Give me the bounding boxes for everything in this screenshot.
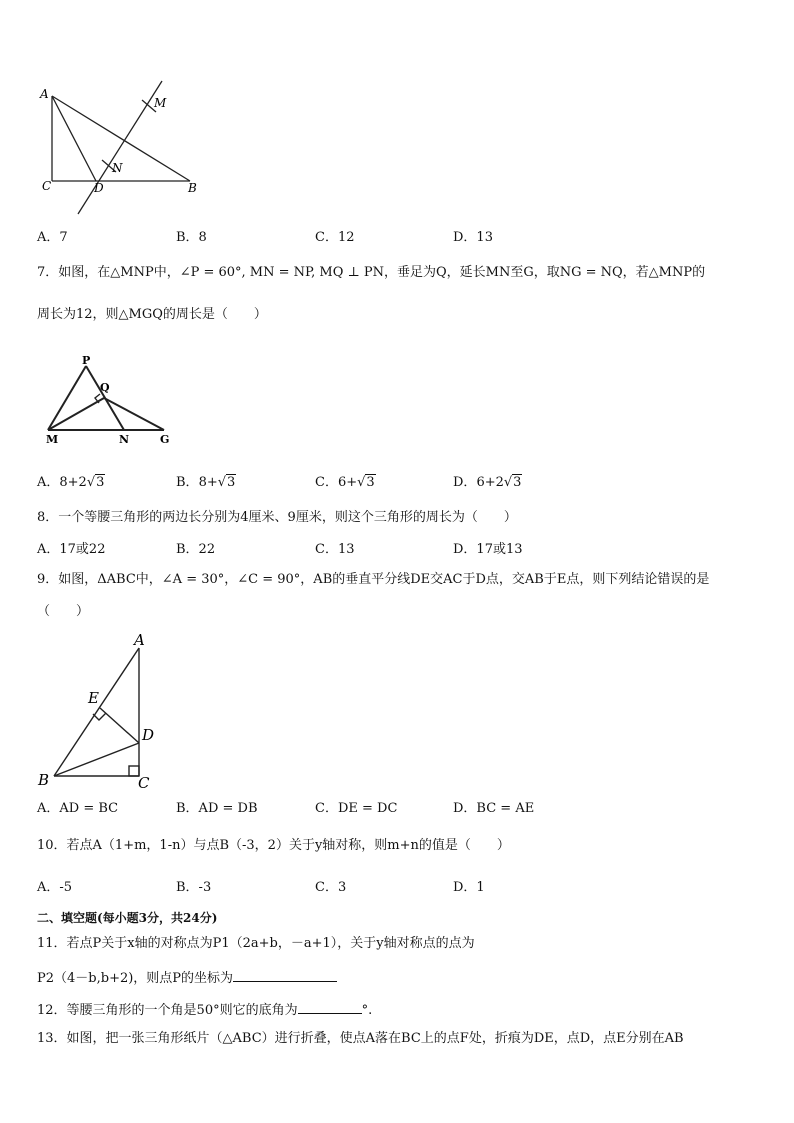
q7-option-d-rad: 3 [513, 475, 522, 490]
fig9-label-b: B [38, 771, 50, 789]
fig9-label-d: D [142, 726, 155, 744]
q6-option-c: C．12 [315, 230, 355, 245]
q10-option-a: A．-5 [37, 880, 73, 895]
fig7-label-m: M [46, 433, 59, 446]
fig7-label-g: G [160, 433, 170, 446]
fig6-label-m: M [154, 96, 167, 110]
sqrt-icon: √ [86, 475, 96, 490]
q7-option-b-letter: B． [176, 475, 199, 490]
q13-text: 13．如图，把一张三角形纸片（△ABC）进行折叠，使点A落在BC上的点F处，折痕为DE，点D，点E分别在AB [37, 1031, 684, 1046]
q9-text-line1: 9．如图，ΔABC中，∠A = 30°，∠C = 90°，AB的垂直平分线DE交AC于D点，交AB于E点，则下列结论错误的是 [37, 572, 710, 587]
q8-text: 8．一个等腰三角形的两边长分别为4厘米、9厘米，则这个三角形的周长为（ ） [37, 510, 517, 525]
q11-text-line1: 11．若点P关于x轴的对称点为P1（2a+b，－a+1），关于y轴对称点的点为 [37, 936, 475, 951]
sqrt-icon: √ [357, 475, 366, 490]
fig9-label-c: C [138, 774, 150, 792]
q7-option-c-expr: 6+ [337, 475, 358, 490]
q7-option-b-rad: 3 [227, 475, 236, 490]
fig9-label-e: E [88, 689, 99, 707]
q6-option-b: B．8 [176, 230, 207, 245]
q8-option-d: D．17或13 [453, 542, 523, 557]
q7-option-c-letter: C． [315, 475, 338, 490]
fig6-label-a: A [40, 87, 49, 101]
q9-option-b: B．AD = DB [176, 801, 258, 816]
q12-answer-blank[interactable] [298, 999, 362, 1014]
section-title-fill-in: 二、填空题(每小题3分，共24分) [37, 911, 218, 925]
q7-option-a-rad: 3 [96, 475, 105, 490]
q9-text-line2: （ ） [37, 604, 90, 619]
figure-q9 [32, 628, 162, 793]
q10-text: 10．若点A（1+m，1-n）与点B（-3，2）关于y轴对称，则m+n的值是（ ） [37, 838, 510, 853]
q6-option-d: D．13 [453, 230, 493, 245]
q11-answer-blank[interactable] [233, 967, 337, 982]
fig6-label-d: D [94, 181, 104, 195]
fig9-label-a: A [134, 631, 145, 649]
q9-option-d: D．BC = AE [453, 801, 535, 816]
fig7-label-n: N [119, 433, 130, 446]
q11-text-line2-content: P2（4－b,b+2)，则点P的坐标为 [37, 971, 234, 986]
q11-text-line2 [37, 967, 337, 988]
q9-option-c: C．DE = DC [315, 801, 398, 816]
q7-option-d-letter: D． [453, 475, 477, 490]
q12-text: 12．等腰三角形的一个角是50°则它的底角为 [37, 1003, 298, 1018]
fig6-label-b: B [188, 181, 197, 195]
q12 [37, 999, 372, 1020]
q10-option-d: D．1 [453, 880, 485, 895]
q8-option-a: A．17或22 [37, 542, 106, 557]
q8-option-b: B．22 [176, 542, 216, 557]
figure-q7 [38, 354, 188, 446]
q7-option-b [176, 474, 236, 492]
q8-option-c: C．13 [315, 542, 355, 557]
q10-option-b: B．-3 [176, 880, 212, 895]
q7-option-a-expr: 8+2 [59, 475, 87, 490]
q7-option-a-letter: A． [37, 475, 60, 490]
q7-option-a [37, 474, 105, 492]
figure-q6 [30, 78, 230, 218]
q7-option-d-expr: 6+2 [476, 475, 504, 490]
fig6-label-c: C [42, 179, 52, 193]
sqrt-icon: √ [503, 475, 513, 490]
q7-option-c [315, 474, 376, 492]
q6-option-a: A．7 [37, 230, 68, 245]
fig7-label-q: Q [100, 381, 110, 394]
q7-option-b-expr: 8+ [198, 475, 218, 490]
q7-option-c-rad: 3 [366, 475, 375, 490]
fig6-label-n: N [112, 161, 123, 175]
q9-option-a: A．AD = BC [37, 801, 119, 816]
q12-unit: °. [361, 1003, 373, 1018]
q7-text-line1: 7．如图，在△MNP中，∠P = 60°, MN = NP, MQ ⊥ PN，垂足为Q，延长MN至G，取NG = NQ，若△MNP的 [37, 265, 706, 280]
q7-text-line2: 周长为12，则△MGQ的周长是（ ） [37, 307, 267, 322]
q10-option-c: C．3 [315, 880, 347, 895]
sqrt-icon: √ [217, 475, 227, 490]
fig7-label-p: P [82, 354, 91, 367]
q7-option-d [453, 474, 522, 492]
